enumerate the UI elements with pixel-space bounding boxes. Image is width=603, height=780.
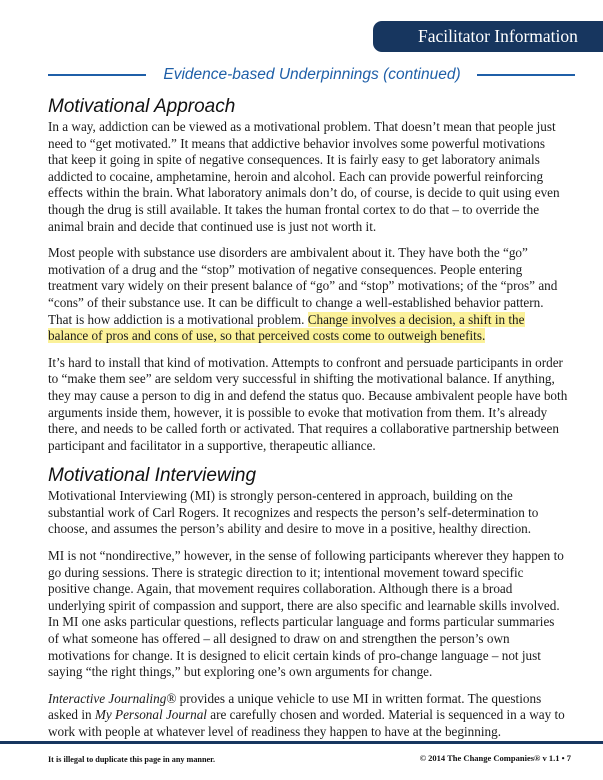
section-tab: Facilitator Information: [373, 21, 603, 52]
paragraph: Motivational Interviewing (MI) is strongly person-centered in approach, building on the substantial work of Carl Rogers. It recognizes and respects the person’s self-determination to choose, and assumes the person’s ability and desire to move in a positive, healthy direction.: [48, 488, 539, 537]
paragraph: [48, 245, 568, 345]
paragraph: It’s hard to install that kind of motivation. Attempts to confront and persuade participants in order to “make them see” are seldom very successful in shifting the motivational balance. If anything, they may cause a person to dig in and defend the status quo. Because ambivalent people have both arguments inside them, however, it is possible to evoke that motivation from them. It’s already there, and needs to be called forth or activated. That requires a collaborative partnership between participant and facilitator in a supportive, therapeutic alliance.: [48, 354, 568, 453]
paragraph-text: are carefully chosen and worded. Material is sequenced in a way to work with people at whatever level of readiness they happen to have at the beginning.: [48, 707, 565, 739]
subheading-rule-left: [48, 74, 146, 76]
subheading-row: [0, 64, 603, 86]
section-title: Motivational Interviewing: [48, 465, 257, 487]
footer-notice: It is illegal to duplicate this page in any manner.: [48, 755, 216, 764]
paragraph: [48, 691, 568, 741]
paragraph-text: Most people with substance use disorders are ambivalent about it. They have both the “go” motivation of a drug and the “stop” motivation of negative consequences. People entering treatment vary widely on their present balance of “go” and “stop” motivations; of the “pros” and “cons” of their substance use. It can be difficult to change a well-established behavior pattern. That is how addiction is a motivational problem.: [48, 245, 558, 327]
paragraph-text: provides a unique vehicle to use MI in written format. The questions asked in: [48, 690, 542, 723]
section-title: Motivational Approach: [48, 96, 236, 117]
footer-rule: [0, 741, 603, 744]
highlighted-text: Change involves a decision, a shift in the balance of pros and cons of use, so that perceived costs come to outweigh benefits.: [48, 311, 525, 344]
page-content: [48, 95, 568, 751]
paragraph: MI is not “nondirective,” however, in the sense of following participants wherever they happen to go during sessions. There is strategic direction to it; intentional movement toward specific positive change. Again, that movement requires collaboration. Although there is a broad underlying spirit of compassion and support, there are also specific and learnable skills involved. In MI one asks particular questions, reflects particular language and forms particular summaries of what someone has offered – all designed to draw on and strengthen the person’s own motivations for change. It is designed to elicit certain kinds of pro-change language – not just saying “the right things,” but exploring one’s own arguments for change.: [48, 548, 564, 680]
section-motivational-approach: [48, 95, 568, 454]
journal-name: Interactive Journaling®: [48, 690, 177, 706]
journal-title: My Personal Journal: [94, 707, 207, 723]
subheading-rule-right: [477, 74, 575, 76]
footer-copyright: © 2014 The Change Companies® v 1.1 • 7: [419, 753, 571, 763]
section-motivational-interviewing: [48, 464, 568, 740]
paragraph: In a way, addiction can be viewed as a motivational problem. That doesn’t mean that people just need to “get motivated.” It means that addictive behavior involves some powerful motivations that keep it going in spite of negative consequences. It is fairly easy to get laboratory animals addicted to cocaine, amphetamine, heroin and alcohol. Each can provide powerful reinforcing effects within the brain. What laboratory animals don’t do, of course, is decide to quit using even though the drug is still available. It takes the human frontal cortex to do that – to override the animal brain and decide that continued use is just not worth it.: [48, 119, 560, 234]
subheading: Evidence-based Underpinnings (continued): [163, 66, 461, 83]
